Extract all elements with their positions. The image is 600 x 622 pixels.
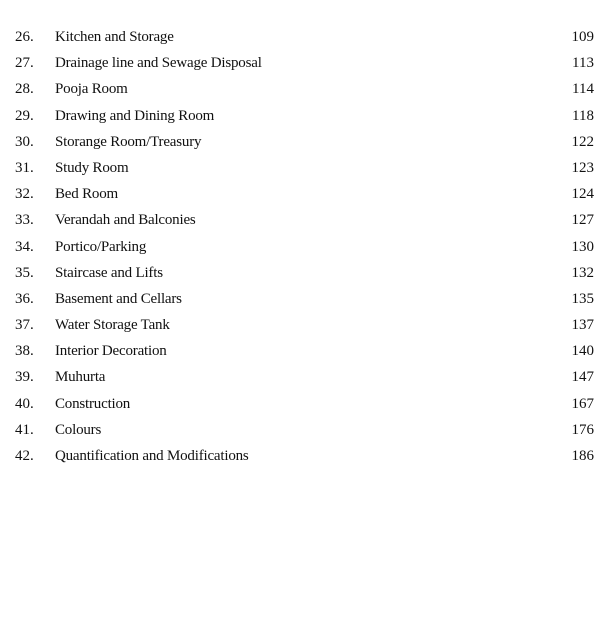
entry-page-number: 137 — [571, 317, 594, 334]
toc-entry — [0, 207, 600, 233]
entry-page-number: 140 — [571, 343, 594, 360]
entry-title: Storange Room/Treasury — [55, 133, 202, 150]
entry-page-number: 147 — [571, 369, 594, 386]
entry-title: Portico/Parking — [55, 238, 147, 255]
entry-number: 33. — [15, 212, 34, 229]
toc-entry — [0, 76, 600, 102]
entry-number: 26. — [15, 29, 34, 45]
entry-title: Colours — [55, 421, 102, 438]
entry-title: Study Room — [55, 159, 129, 176]
entry-title: Construction — [55, 395, 131, 412]
entry-page-number: 127 — [571, 212, 594, 229]
entry-title: Drainage line and Sewage Disposal — [55, 55, 262, 72]
entry-page-number: 123 — [571, 159, 594, 176]
toc-entry — [0, 155, 600, 181]
entry-title: Bed Room — [55, 186, 118, 203]
toc-entry — [0, 50, 600, 76]
table-of-contents — [0, 24, 600, 469]
entry-page-number: 135 — [571, 290, 594, 307]
toc-entry — [0, 181, 600, 207]
toc-entry — [0, 391, 600, 417]
entry-page-number: 118 — [572, 107, 594, 124]
entry-title: Quantification and Modifications — [55, 448, 249, 464]
entry-page-number: 114 — [572, 81, 594, 98]
entry-number: 42. — [15, 448, 34, 464]
toc-entry — [0, 338, 600, 364]
entry-number: 30. — [15, 133, 34, 150]
entry-number: 31. — [15, 159, 34, 176]
toc-entry — [0, 417, 600, 443]
toc-entry — [0, 24, 600, 50]
entry-page-number: 176 — [571, 421, 594, 438]
entry-page-number: 132 — [571, 264, 594, 281]
toc-entry — [0, 234, 600, 260]
toc-entry — [0, 364, 600, 390]
entry-number: 37. — [15, 317, 34, 334]
entry-number: 40. — [15, 395, 34, 412]
toc-entry — [0, 312, 600, 338]
entry-number: 39. — [15, 369, 34, 386]
entry-number: 28. — [15, 81, 34, 98]
entry-page-number: 122 — [571, 133, 594, 150]
entry-page-number: 124 — [571, 186, 594, 203]
entry-number: 27. — [15, 55, 34, 72]
entry-title: Water Storage Tank — [55, 317, 170, 334]
entry-title: Muhurta — [55, 369, 106, 386]
entry-number: 32. — [15, 186, 34, 203]
entry-number: 34. — [15, 238, 34, 255]
entry-page-number: 109 — [571, 29, 594, 45]
entry-page-number: 167 — [571, 395, 594, 412]
toc-entry — [0, 443, 600, 469]
entry-title: Kitchen and Storage — [55, 29, 174, 45]
entry-title: Interior Decoration — [55, 343, 167, 360]
entry-page-number: 130 — [571, 238, 594, 255]
entry-number: 35. — [15, 264, 34, 281]
entry-title: Basement and Cellars — [55, 290, 182, 307]
entry-title: Verandah and Balconies — [55, 212, 196, 229]
entry-number: 29. — [15, 107, 34, 124]
entry-page-number: 113 — [572, 55, 594, 72]
entry-number: 38. — [15, 343, 34, 360]
entry-title: Staircase and Lifts — [55, 264, 163, 281]
toc-entry — [0, 286, 600, 312]
toc-entry — [0, 103, 600, 129]
toc-entry — [0, 260, 600, 286]
entry-page-number: 186 — [571, 448, 594, 464]
entry-number: 36. — [15, 290, 34, 307]
entry-title: Drawing and Dining Room — [55, 107, 215, 124]
entry-number: 41. — [15, 421, 34, 438]
toc-entry — [0, 129, 600, 155]
entry-title: Pooja Room — [55, 81, 128, 98]
